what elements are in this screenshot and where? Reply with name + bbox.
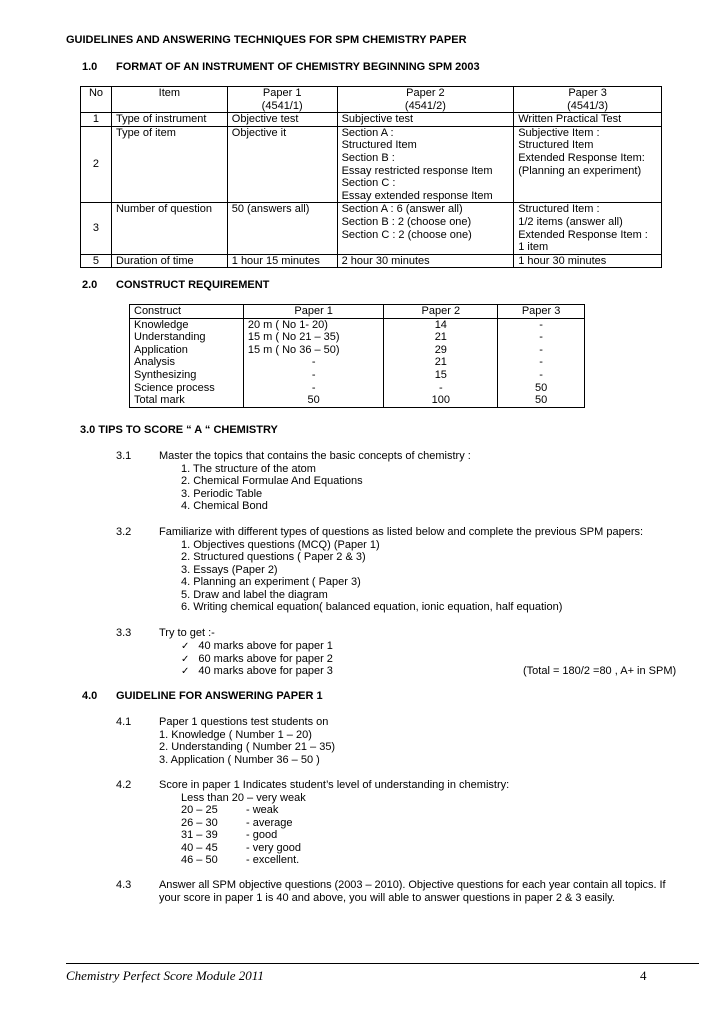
section-3-heading: 3.0 TIPS TO SCORE “ A “ CHEMISTRY [80, 424, 278, 436]
table-row: Science process - - 50 [130, 382, 585, 395]
list-item: 4. Chemical Bond [181, 500, 268, 512]
table-row: Synthesizing - 15 - [130, 369, 585, 382]
score-level-label: - average [246, 817, 293, 829]
score-level-range: 46 – 50 [181, 854, 218, 866]
section-1-number: 1.0 [82, 61, 98, 73]
tip-4-1-text: Paper 1 questions test students on [159, 716, 329, 728]
list-item: 1. Knowledge ( Number 1 – 20) [159, 729, 312, 741]
list-item: 6. Writing chemical equation( balanced equation, ionic equation, half equation) [181, 601, 563, 613]
check-icon: ✓ [181, 666, 190, 677]
list-item: 3. Application ( Number 36 – 50 ) [159, 754, 320, 766]
tip-3-3-text: Try to get :- [159, 627, 215, 639]
tip-3-1-text: Master the topics that contains the basic concepts of chemistry : [159, 450, 471, 462]
tip-4-2-number: 4.2 [116, 779, 132, 791]
header-item: Item [111, 87, 227, 113]
score-level-range: 31 – 39 [181, 829, 218, 841]
header-paper-2: Paper 2 (4541/2) [337, 87, 514, 113]
score-level-range: 40 – 45 [181, 842, 218, 854]
table-header-row [81, 87, 662, 113]
score-level-label: - weak [246, 804, 279, 816]
section-2-number: 2.0 [82, 279, 98, 291]
score-level-range: 20 – 25 [181, 804, 218, 816]
list-item: 3. Essays (Paper 2) [181, 564, 278, 576]
list-item: ✓ 40 marks above for paper 3 [181, 665, 333, 677]
list-item: 1. Objectives questions (MCQ) (Paper 1) [181, 539, 380, 551]
table-row: 2 Type of item Objective it Section A : Structured Item Section B : Essay restricted response Item Section C : Essay extended response Item Subjective Item : Structured Item Extended Response Item: (Planning an experiment) [81, 126, 662, 203]
score-level-label: - very good [246, 842, 302, 854]
list-item: 5. Draw and label the diagram [181, 589, 328, 601]
list-item: 2. Structured questions ( Paper 2 & 3) [181, 551, 366, 563]
table-row: Understanding 15 m ( No 21 – 35) 21 - [130, 331, 585, 344]
tip-3-2-number: 3.2 [116, 526, 132, 538]
list-item: ✓ 40 marks above for paper 1 [181, 640, 333, 652]
list-item: 1. The structure of the atom [181, 463, 316, 475]
list-item: 2. Chemical Formulae And Equations [181, 475, 363, 487]
footer-divider [66, 963, 699, 964]
table-row: 5 Duration of time 1 hour 15 minutes 2 hour 30 minutes 1 hour 30 minutes [81, 254, 662, 268]
score-level-label: - excellent. [246, 854, 300, 866]
tip-3-3-number: 3.3 [116, 627, 132, 639]
check-icon: ✓ [181, 654, 190, 665]
total-note: (Total = 180/2 =80 , A+ in SPM) [523, 665, 677, 677]
tip-4-3-line-1: Answer all SPM objective questions (2003 – 2010). Objective questions for each year contain all topics. If [159, 879, 666, 891]
table-row: 3 Number of question 50 (answers all) Section A : 6 (answer all) Section B : 2 (choose one) Section C : 2 (choose one) Structured Item : 1/2 items (answer all) Extended Response Item : 1 item [81, 203, 662, 254]
tip-4-3-line-2: your score in paper 1 is 40 and above, you will able to answer questions in paper 2 & 3 easily. [159, 892, 615, 904]
tip-4-2-text: Score in paper 1 Indicates student’s level of understanding in chemistry: [159, 779, 510, 791]
table-row: Knowledge 20 m ( No 1- 20) 14 - [130, 318, 585, 331]
section-4-number: 4.0 [82, 690, 98, 702]
tip-3-1-number: 3.1 [116, 450, 132, 462]
footer-title: Chemistry Perfect Score Module 2011 [66, 968, 264, 983]
check-icon: ✓ [181, 641, 190, 652]
section-1-heading: FORMAT OF AN INSTRUMENT OF CHEMISTRY BEGINNING SPM 2003 [116, 61, 480, 73]
list-item: 2. Understanding ( Number 21 – 35) [159, 741, 336, 753]
table-row: 1 Type of instrument Objective test Subjective test Written Practical Test [81, 113, 662, 127]
section-4-heading: GUIDELINE FOR ANSWERING PAPER 1 [116, 690, 323, 702]
page-number: 4 [640, 968, 647, 983]
list-item: ✓ 60 marks above for paper 2 [181, 653, 333, 665]
tip-4-3-number: 4.3 [116, 879, 132, 891]
tip-3-2-text: Familiarize with different types of questions as listed below and complete the previous SPM papers: [159, 526, 644, 538]
instrument-format-table [80, 86, 662, 268]
score-level-label: - good [246, 829, 278, 841]
score-level: Less than 20 – very weak [181, 792, 306, 804]
header-paper-3: Paper 3 (4541/3) [514, 87, 662, 113]
table-header-row: Construct Paper 1 Paper 2 Paper 3 [130, 305, 585, 319]
list-item: 3. Periodic Table [181, 488, 263, 500]
score-level-range: 26 – 30 [181, 817, 218, 829]
table-row: Application 15 m ( No 36 – 50) 29 - [130, 344, 585, 357]
tip-4-1-number: 4.1 [116, 716, 132, 728]
table-row: Total mark 50 100 50 [130, 394, 585, 407]
header-paper-1: Paper 1 (4541/1) [227, 87, 337, 113]
construct-requirement-table [129, 304, 585, 408]
list-item: 4. Planning an experiment ( Paper 3) [181, 576, 361, 588]
section-2-heading: CONSTRUCT REQUIREMENT [116, 279, 270, 291]
table-row: Analysis - 21 - [130, 356, 585, 369]
header-no: No [81, 87, 112, 113]
page-title: GUIDELINES AND ANSWERING TECHNIQUES FOR SPM CHEMISTRY PAPER [66, 34, 467, 46]
